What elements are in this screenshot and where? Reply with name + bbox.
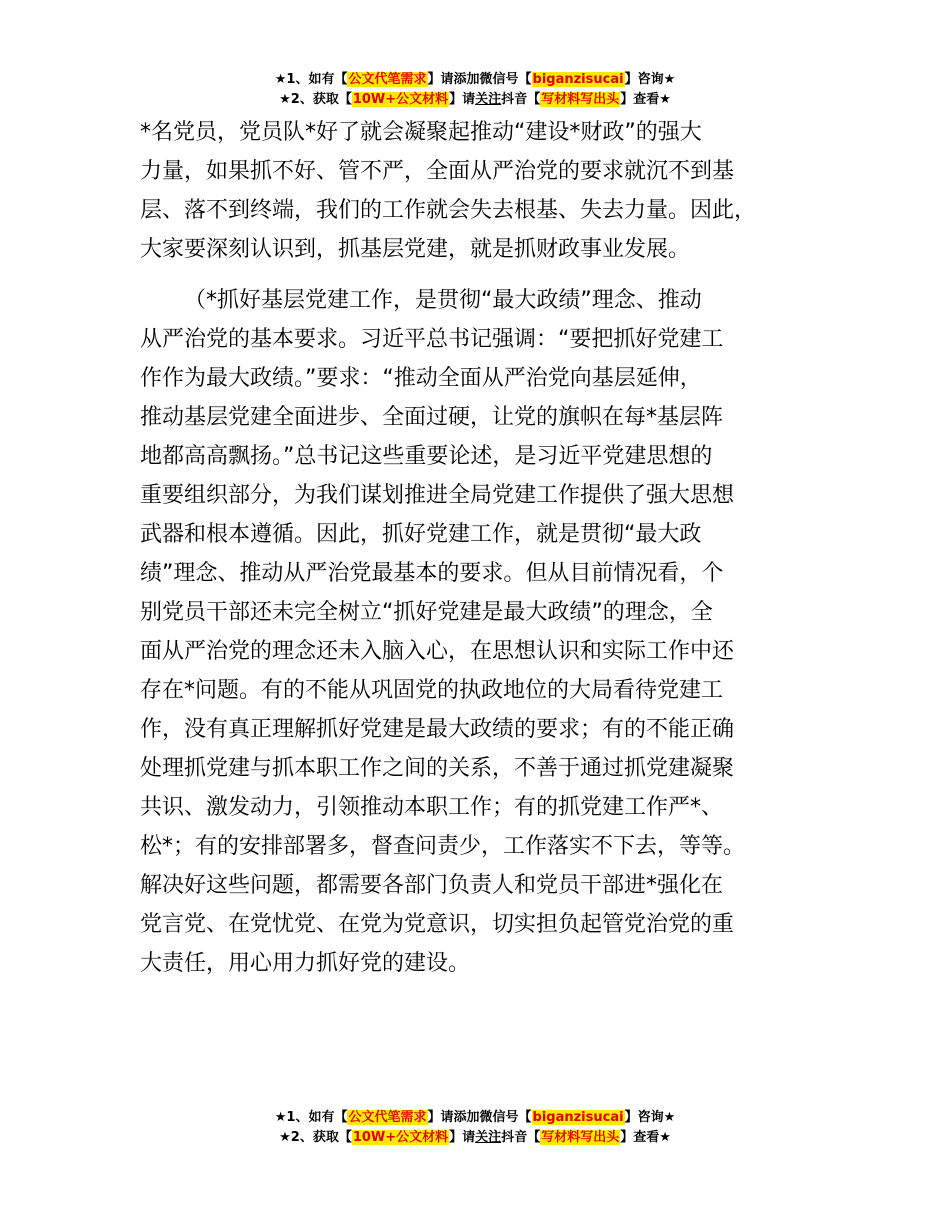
banner-line-2 (0, 1128, 950, 1148)
text-line: 党言党、在党忧党、在党为党意识，切实担负起管党治党的重 (140, 912, 735, 937)
underlined-text: 关注 (475, 92, 502, 107)
highlight-text: 写材料写出头 (541, 92, 620, 107)
banner-text: 】请添加微信号【 (427, 72, 532, 87)
banner-text: 】请 (449, 92, 476, 107)
text-line: 处理抓党建与抓本职工作之间的关系，不善于通过抓党建凝聚 (140, 756, 735, 781)
highlight-text: 公文代笔需求 (348, 72, 427, 87)
text-line: 重要组织部分，为我们谋划推进全局党建工作提供了强大思想 (140, 483, 735, 508)
text-line: 解决好这些问题，都需要各部门负责人和党员干部进*强化在 (140, 873, 724, 898)
banner-text: ★1、如有【 (274, 72, 348, 87)
text-line: 面从严治党的理念还未入脑入心，在思想认识和实际工作中还 (140, 639, 735, 664)
highlight-text: biganzisucai (532, 1110, 624, 1125)
text-line: 层、落不到终端，我们的工作就会失去根基、失去力量。因此， (140, 198, 757, 223)
text-line: 地都高高飘扬。”总书记这些重要论述，是习近平党建思想的 (140, 444, 713, 469)
banner-line-1 (0, 1108, 950, 1128)
banner-text: 】查看★ (620, 1130, 671, 1145)
paragraph-1 (140, 113, 830, 269)
text-line: 力量，如果抓不好、管不严，全面从严治党的要求就沉不到基 (140, 159, 735, 184)
highlight-text: 10W+公文材料 (352, 92, 449, 107)
banner-text: ★1、如有【 (274, 1110, 348, 1125)
highlight-text: 10W+公文材料 (352, 1130, 449, 1145)
banner-line-1 (0, 70, 950, 90)
highlight-text: 写材料写出头 (541, 1130, 620, 1145)
text-line: 作，没有真正理解抓好党建是最大政绩的要求；有的不能正确 (140, 717, 735, 742)
text-line: 推动基层党建全面进步、全面过硬，让党的旗帜在每*基层阵 (140, 405, 724, 430)
underlined-text: 关注 (475, 1130, 502, 1145)
highlight-text: 公文代笔需求 (348, 1110, 427, 1125)
text-line: 绩”理念、推动从严治党最基本的要求。但从目前情况看，个 (140, 561, 724, 586)
banner-text: 抖音【 (501, 92, 541, 107)
text-line: 大家要深刻认识到，抓基层党建，就是抓财政事业发展。 (140, 237, 691, 262)
banner-text: 】请 (449, 1130, 476, 1145)
text-line: 别党员干部还未完全树立“抓好党建是最大政绩”的理念，全 (140, 600, 713, 625)
text-line: 松*；有的安排部署多，督查问责少，工作落实不下去，等等。 (140, 834, 746, 859)
footer-banner (0, 1108, 950, 1148)
paragraph-2 (140, 281, 830, 983)
text-line: *名党员，党员队*好了就会凝聚起推动“建设*财政”的强大 (140, 120, 702, 145)
text-line: 大责任，用心用力抓好党的建设。 (140, 951, 471, 976)
text-line: 武器和根本遵循。因此，抓好党建工作，就是贯彻“最大政 (140, 522, 702, 547)
banner-text: ★2、获取【 (279, 92, 352, 107)
text-line: 从严治党的基本要求。习近平总书记强调：“要把抓好党建工 (140, 327, 724, 352)
banner-text: 】请添加微信号【 (427, 1110, 532, 1125)
text-line: 共识、激发动力，引领推动本职工作；有的抓党建工作严*、 (140, 795, 724, 820)
document-body (140, 113, 830, 983)
banner-text: 】查看★ (620, 92, 671, 107)
text-line: 存在*问题。有的不能从巩固党的执政地位的大局看待党建工 (140, 678, 724, 703)
highlight-text: biganzisucai (532, 72, 624, 87)
banner-text: ★2、获取【 (279, 1130, 352, 1145)
text-line: 作作为最大政绩。”要求：“推动全面从严治党向基层延伸， (140, 366, 702, 391)
banner-text: 】咨询★ (624, 1110, 676, 1125)
banner-line-2 (0, 90, 950, 110)
paragraph-gap (140, 269, 830, 281)
header-banner (0, 70, 950, 110)
banner-text: 】咨询★ (624, 72, 676, 87)
banner-text: 抖音【 (501, 1130, 541, 1145)
text-line: （*抓好基层党建工作，是贯彻“最大政绩”理念、推动 (184, 288, 702, 313)
